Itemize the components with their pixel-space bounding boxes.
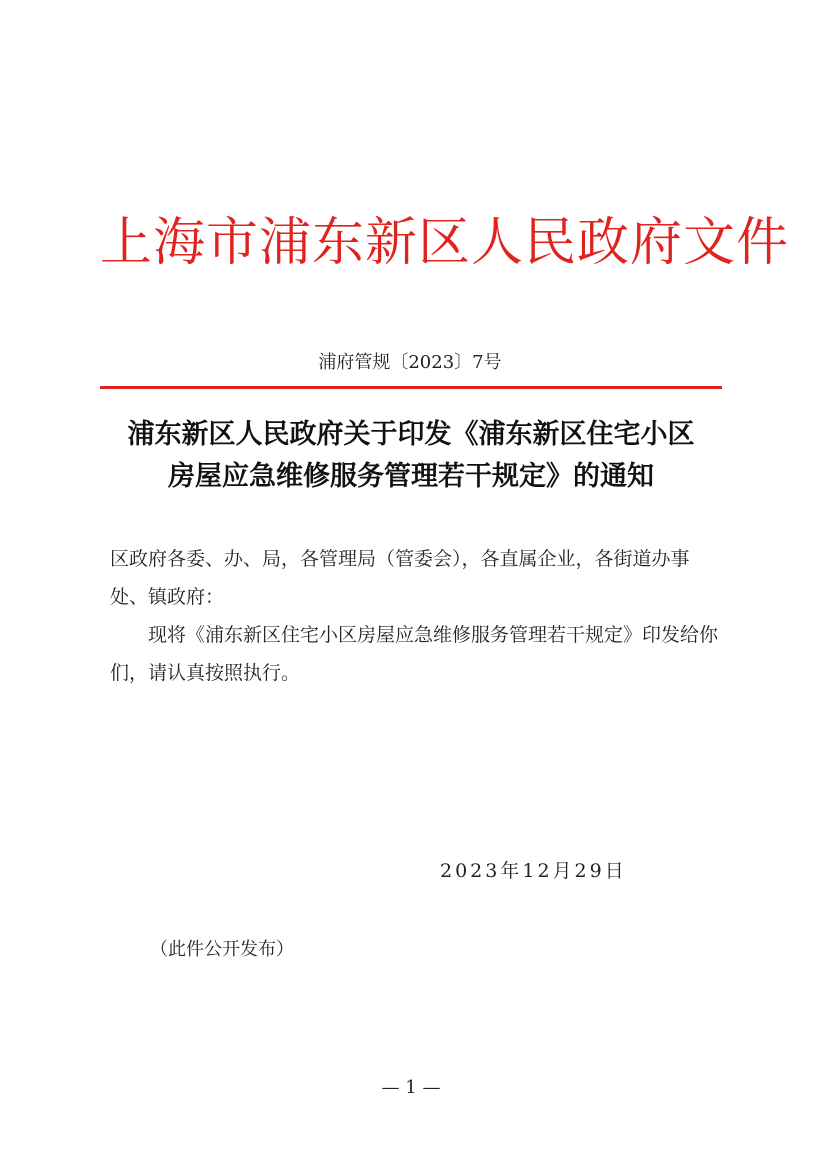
document-title-line-1: 浦东新区人民政府关于印发《浦东新区住宅小区 — [127, 419, 695, 450]
document-number: 浦府管规〔2023〕7号 — [318, 352, 502, 373]
document-title — [100, 414, 722, 498]
issuer-header-title: 上海市浦东新区人民政府文件 — [100, 213, 790, 273]
addressee: 区政府各委、办、局，各管理局（管委会），各直属企业，各街道办事处、镇政府： — [110, 548, 690, 608]
publication-note: （此件公开发布） — [150, 939, 294, 960]
document-title-line-2: 房屋应急维修服务管理若干规定》的通知 — [168, 461, 654, 492]
issue-date: 2023年12月29日 — [440, 860, 627, 882]
page-number: — 1 — — [381, 1077, 441, 1098]
body-paragraph: 现将《浦东新区住宅小区房屋应急维修服务管理若干规定》印发给你们，请认真按照执行。 — [110, 624, 719, 684]
red-divider-line — [100, 386, 722, 389]
